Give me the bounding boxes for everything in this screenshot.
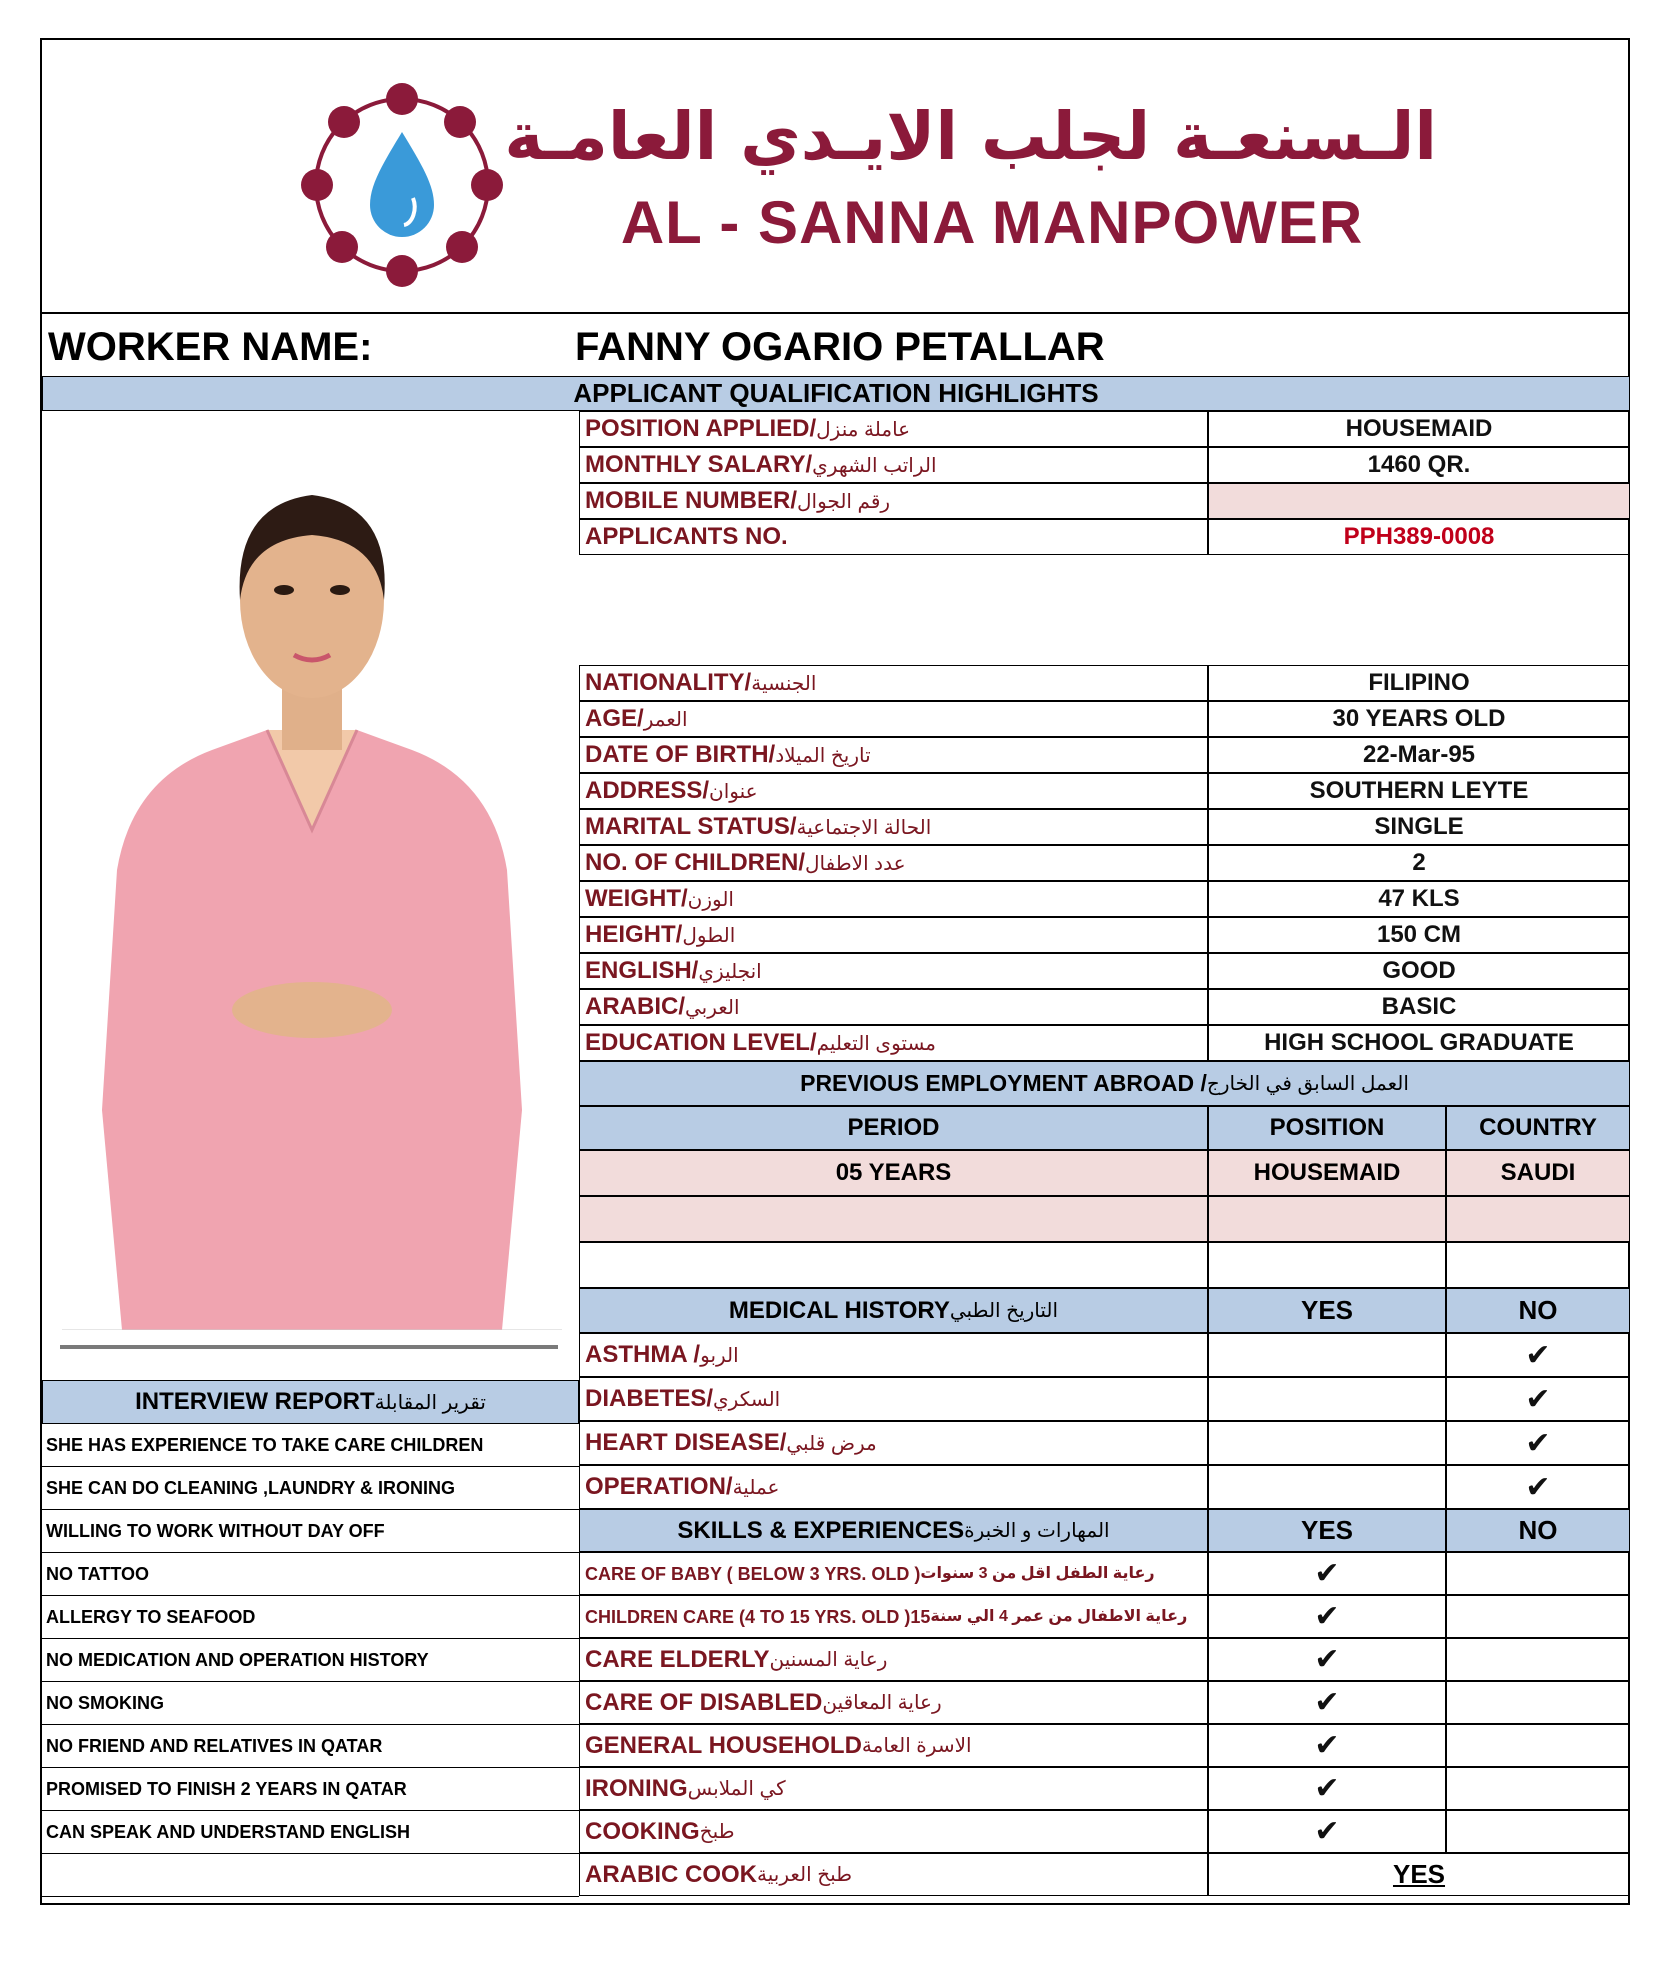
field-label-arabic: تاريخ الميلاد <box>775 744 871 767</box>
employment-cell <box>1446 1242 1630 1288</box>
employment-header-text: COUNTRY <box>1479 1114 1597 1141</box>
field-value-text: 1460 QR. <box>1367 451 1471 478</box>
employment-cell <box>1208 1196 1446 1242</box>
skills-yes-cell <box>1208 1552 1446 1595</box>
skills-yes-cell <box>1208 1595 1446 1638</box>
field-label-text: ASTHMA / <box>585 1341 701 1368</box>
field-label <box>579 881 1208 917</box>
checkmark-icon: ✔ <box>1314 1643 1340 1676</box>
field-label-text: GENERAL HOUSEHOLD <box>585 1731 862 1759</box>
field-label <box>579 1421 1208 1465</box>
skills-no-cell <box>1446 1681 1630 1724</box>
section-title: APPLICANT QUALIFICATION HIGHLIGHTS <box>42 376 1630 411</box>
field-label-text: DATE OF BIRTH/ <box>585 741 776 768</box>
field-label-text: CARE ELDERLY <box>585 1645 770 1673</box>
employment-title <box>579 1061 1630 1106</box>
interview-title-arabic: تقرير المقابلة <box>374 1391 486 1414</box>
field-label-arabic: السكري <box>713 1388 781 1411</box>
checkmark-icon: ✔ <box>1314 1600 1340 1633</box>
worker-name-label: WORKER NAME: <box>48 325 373 369</box>
company-english-name: AL - SANNA MANPOWER <box>620 189 1364 256</box>
field-label-arabic: رقم الجوال <box>797 490 891 513</box>
field-value-text: HOUSEMAID <box>1345 415 1493 442</box>
medical-no-text: NO <box>1518 1295 1558 1325</box>
company-header <box>42 40 1628 312</box>
field-label-arabic: رعاية المسنين <box>769 1649 888 1671</box>
employment-header-text: POSITION <box>1269 1114 1385 1141</box>
skills-yes-text: YES <box>1300 1515 1354 1545</box>
field-value <box>1208 701 1630 737</box>
field-value <box>1208 953 1630 989</box>
skills-no-cell <box>1446 1595 1630 1638</box>
interview-item: WILLING TO WORK WITHOUT DAY OFF <box>42 1510 579 1553</box>
field-label-text: ENGLISH/ <box>585 957 699 984</box>
field-label-arabic: عاملة منزل <box>816 418 911 441</box>
interview-item: NO MEDICATION AND OPERATION HISTORY <box>42 1639 579 1682</box>
field-value <box>1208 1025 1630 1061</box>
skills-no-cell <box>1446 1724 1630 1767</box>
field-label <box>579 1638 1208 1681</box>
field-label <box>579 989 1208 1025</box>
field-label <box>579 917 1208 953</box>
employment-cell <box>579 1196 1208 1242</box>
photo-divider <box>60 1345 558 1349</box>
field-label-text: CARE OF DISABLED <box>585 1688 823 1716</box>
field-value <box>1208 809 1630 845</box>
arabic-cook-value <box>1208 1853 1630 1896</box>
skills-yes-cell <box>1208 1638 1446 1681</box>
field-label-text: NATIONALITY/ <box>585 669 752 696</box>
skills-no-header <box>1446 1509 1630 1552</box>
medical-no-cell <box>1446 1421 1630 1465</box>
field-label-text: MONTHLY SALARY/ <box>585 451 813 478</box>
field-label-arabic: رعاية الاطفال من عمر 4 الي سنة <box>930 1607 1188 1625</box>
skills-yes-cell <box>1208 1724 1446 1767</box>
medical-yes-cell <box>1208 1333 1446 1377</box>
field-label-arabic: العمر <box>643 708 688 731</box>
field-value <box>1208 845 1630 881</box>
field-value-text: 22-Mar-95 <box>1362 741 1476 768</box>
field-label <box>579 809 1208 845</box>
employment-title-text: PREVIOUS EMPLOYMENT ABROAD / <box>800 1070 1207 1096</box>
skills-no-cell <box>1446 1810 1630 1853</box>
employment-cell <box>579 1242 1208 1288</box>
field-label-text: CHILDREN CARE (4 TO 15 YRS. OLD )15 <box>585 1606 931 1627</box>
employment-cell-text: 05 YEARS <box>835 1159 952 1186</box>
interview-title <box>42 1380 579 1424</box>
medical-no-cell <box>1446 1465 1630 1509</box>
field-label <box>579 483 1208 519</box>
field-label <box>579 1724 1208 1767</box>
field-label-text: ARABIC COOK <box>585 1860 757 1888</box>
interview-item: CAN SPEAK AND UNDERSTAND ENGLISH <box>42 1811 579 1854</box>
interview-item: PROMISED TO FINISH 2 YEARS IN QATAR <box>42 1768 579 1811</box>
field-label-arabic: الاسرة العامة <box>861 1735 972 1757</box>
field-label-arabic: الطول <box>682 924 736 947</box>
field-value <box>1208 989 1630 1025</box>
skills-title <box>579 1509 1208 1552</box>
field-label <box>579 1767 1208 1810</box>
checkmark-icon: ✔ <box>1525 1470 1551 1504</box>
field-label-arabic: عملية <box>732 1476 780 1499</box>
field-label-arabic: مستوى التعليم <box>816 1032 936 1055</box>
field-label <box>579 1552 1208 1595</box>
medical-no-cell <box>1446 1377 1630 1421</box>
skills-yes-header <box>1208 1509 1446 1552</box>
field-label-arabic: رعاية الطفل اقل من 3 سنوات <box>920 1564 1155 1582</box>
field-label <box>579 1333 1208 1377</box>
field-value-text: SINGLE <box>1374 813 1464 840</box>
skills-no-cell <box>1446 1552 1630 1595</box>
field-label <box>579 1595 1208 1638</box>
medical-title-arabic: التاريخ الطبي <box>949 1300 1059 1322</box>
interview-item: NO SMOKING <box>42 1682 579 1725</box>
field-label-arabic: كي الملابس <box>687 1778 786 1800</box>
company-arabic-name: الـسنعـة لجلب الايـدي العامـة <box>504 98 1437 175</box>
field-value <box>1208 881 1630 917</box>
medical-yes-cell <box>1208 1377 1446 1421</box>
interview-item: NO TATTOO <box>42 1553 579 1596</box>
field-value-text: 47 KLS <box>1378 885 1460 912</box>
skills-yes-cell <box>1208 1810 1446 1853</box>
field-label-text: POSITION APPLIED/ <box>585 415 817 442</box>
field-value-text: 150 CM <box>1376 921 1462 948</box>
field-label-arabic: طبخ العربية <box>757 1864 853 1886</box>
arabic-cook-value-text: YES <box>1392 1859 1446 1889</box>
medical-no-header <box>1446 1288 1630 1333</box>
field-value <box>1208 773 1630 809</box>
field-label-text: IRONING <box>585 1774 688 1802</box>
field-value <box>1208 447 1630 483</box>
field-label-text: COOKING <box>585 1817 700 1845</box>
checkmark-icon: ✔ <box>1314 1686 1340 1719</box>
medical-no-cell <box>1446 1333 1630 1377</box>
field-label <box>579 1681 1208 1724</box>
employment-cell <box>1208 1150 1446 1196</box>
field-label <box>579 773 1208 809</box>
field-label <box>579 1465 1208 1509</box>
field-label-text: APPLICANTS NO. <box>585 523 788 550</box>
checkmark-icon: ✔ <box>1525 1426 1551 1460</box>
checkmark-icon: ✔ <box>1525 1338 1551 1372</box>
employment-cell <box>1208 1242 1446 1288</box>
field-value-text: BASIC <box>1381 993 1457 1020</box>
employment-cell <box>1446 1150 1630 1196</box>
field-label <box>579 1810 1208 1853</box>
field-label-arabic: انجليزي <box>698 960 762 983</box>
field-label <box>579 519 1208 555</box>
field-label-arabic: العربي <box>685 996 740 1019</box>
field-label-text: WEIGHT/ <box>585 885 688 912</box>
field-label-text: HEIGHT/ <box>585 921 683 948</box>
interview-item: SHE HAS EXPERIENCE TO TAKE CARE CHILDREN <box>42 1424 579 1467</box>
employment-cell <box>579 1150 1208 1196</box>
field-label-text: OPERATION/ <box>585 1473 733 1500</box>
cv-sheet <box>40 38 1630 1905</box>
field-value <box>1208 411 1630 447</box>
field-label <box>579 701 1208 737</box>
field-value-text: PPH389-0008 <box>1343 523 1495 550</box>
field-label <box>579 411 1208 447</box>
field-label-text: CARE OF BABY ( BELOW 3 YRS. OLD ) <box>585 1563 921 1584</box>
employment-header <box>579 1106 1208 1150</box>
field-label-arabic: الجنسية <box>751 672 817 695</box>
field-label <box>579 953 1208 989</box>
field-value <box>1208 917 1630 953</box>
field-value-text: 2 <box>1412 849 1426 876</box>
field-value <box>1208 737 1630 773</box>
skills-no-cell <box>1446 1767 1630 1810</box>
medical-yes-text: YES <box>1300 1295 1354 1325</box>
field-label-text: ADDRESS/ <box>585 777 710 804</box>
field-value-text: HIGH SCHOOL GRADUATE <box>1264 1029 1574 1056</box>
interview-item: ALLERGY TO SEAFOOD <box>42 1596 579 1639</box>
field-value-text: FILIPINO <box>1368 669 1470 696</box>
field-label-arabic: الحالة الاجتماعية <box>796 816 932 839</box>
medical-yes-cell <box>1208 1421 1446 1465</box>
field-value <box>1208 519 1630 555</box>
field-value-text: SOUTHERN LEYTE <box>1309 777 1529 804</box>
field-label-arabic: مرض قلبي <box>786 1432 877 1455</box>
checkmark-icon: ✔ <box>1314 1772 1340 1805</box>
skills-title-text: SKILLS & EXPERIENCES <box>677 1516 965 1544</box>
field-label-arabic: رعاية المعاقين <box>822 1692 942 1714</box>
field-label <box>579 1853 1208 1896</box>
skills-no-text: NO <box>1518 1515 1558 1545</box>
skills-no-cell <box>1446 1638 1630 1681</box>
medical-title-text: MEDICAL HISTORY <box>728 1296 950 1324</box>
field-label-text: EDUCATION LEVEL/ <box>585 1029 817 1056</box>
employment-cell-text: HOUSEMAID <box>1253 1159 1401 1186</box>
interview-item: NO FRIEND AND RELATIVES IN QATAR <box>42 1725 579 1768</box>
field-label-text: MARITAL STATUS/ <box>585 813 797 840</box>
field-label <box>579 447 1208 483</box>
field-label-text: DIABETES/ <box>585 1385 714 1412</box>
checkmark-icon: ✔ <box>1525 1382 1551 1416</box>
field-label-text: HEART DISEASE/ <box>585 1429 787 1456</box>
checkmark-icon: ✔ <box>1314 1815 1340 1848</box>
field-label-arabic: الوزن <box>687 888 734 911</box>
field-label-text: MOBILE NUMBER/ <box>585 487 797 514</box>
company-logo <box>282 80 522 290</box>
field-label <box>579 665 1208 701</box>
medical-yes-cell <box>1208 1465 1446 1509</box>
field-label-arabic: الربو <box>700 1344 739 1367</box>
field-label-text: AGE/ <box>585 705 644 732</box>
employment-header <box>1446 1106 1630 1150</box>
field-label <box>579 737 1208 773</box>
field-value-text: 30 YEARS OLD <box>1332 705 1506 732</box>
medical-title <box>579 1288 1208 1333</box>
employment-cell <box>1446 1196 1630 1242</box>
field-value <box>1208 483 1630 519</box>
skills-yes-cell <box>1208 1681 1446 1724</box>
field-label <box>579 845 1208 881</box>
applicant-photo <box>62 450 562 1330</box>
field-label-arabic: عدد الاطفال <box>805 852 906 875</box>
field-value <box>1208 665 1630 701</box>
employment-title-arabic: العمل السابق في الخارج <box>1206 1073 1409 1095</box>
field-label-arabic: الراتب الشهري <box>812 454 937 477</box>
field-label-text: NO. OF CHILDREN/ <box>585 849 805 876</box>
interview-title-text: INTERVIEW REPORT <box>135 1388 375 1415</box>
interview-item: SHE CAN DO CLEANING ,LAUNDRY & IRONING <box>42 1467 579 1510</box>
field-label-arabic: طبخ <box>699 1821 735 1843</box>
field-value-text: GOOD <box>1382 957 1456 984</box>
checkmark-icon: ✔ <box>1314 1729 1340 1762</box>
skills-yes-cell <box>1208 1767 1446 1810</box>
employment-cell-text: SAUDI <box>1500 1159 1576 1186</box>
employment-header <box>1208 1106 1446 1150</box>
medical-yes-header <box>1208 1288 1446 1333</box>
checkmark-icon: ✔ <box>1314 1557 1340 1590</box>
field-label-text: ARABIC/ <box>585 993 685 1020</box>
field-label-arabic: عنوان <box>709 780 758 803</box>
field-label <box>579 1025 1208 1061</box>
employment-header-text: PERIOD <box>847 1114 940 1141</box>
field-label <box>579 1377 1208 1421</box>
interview-item <box>42 1854 579 1897</box>
worker-name: FANNY OGARIO PETALLAR <box>575 325 1105 369</box>
skills-title-arabic: المهارات و الخبرة <box>964 1520 1110 1542</box>
